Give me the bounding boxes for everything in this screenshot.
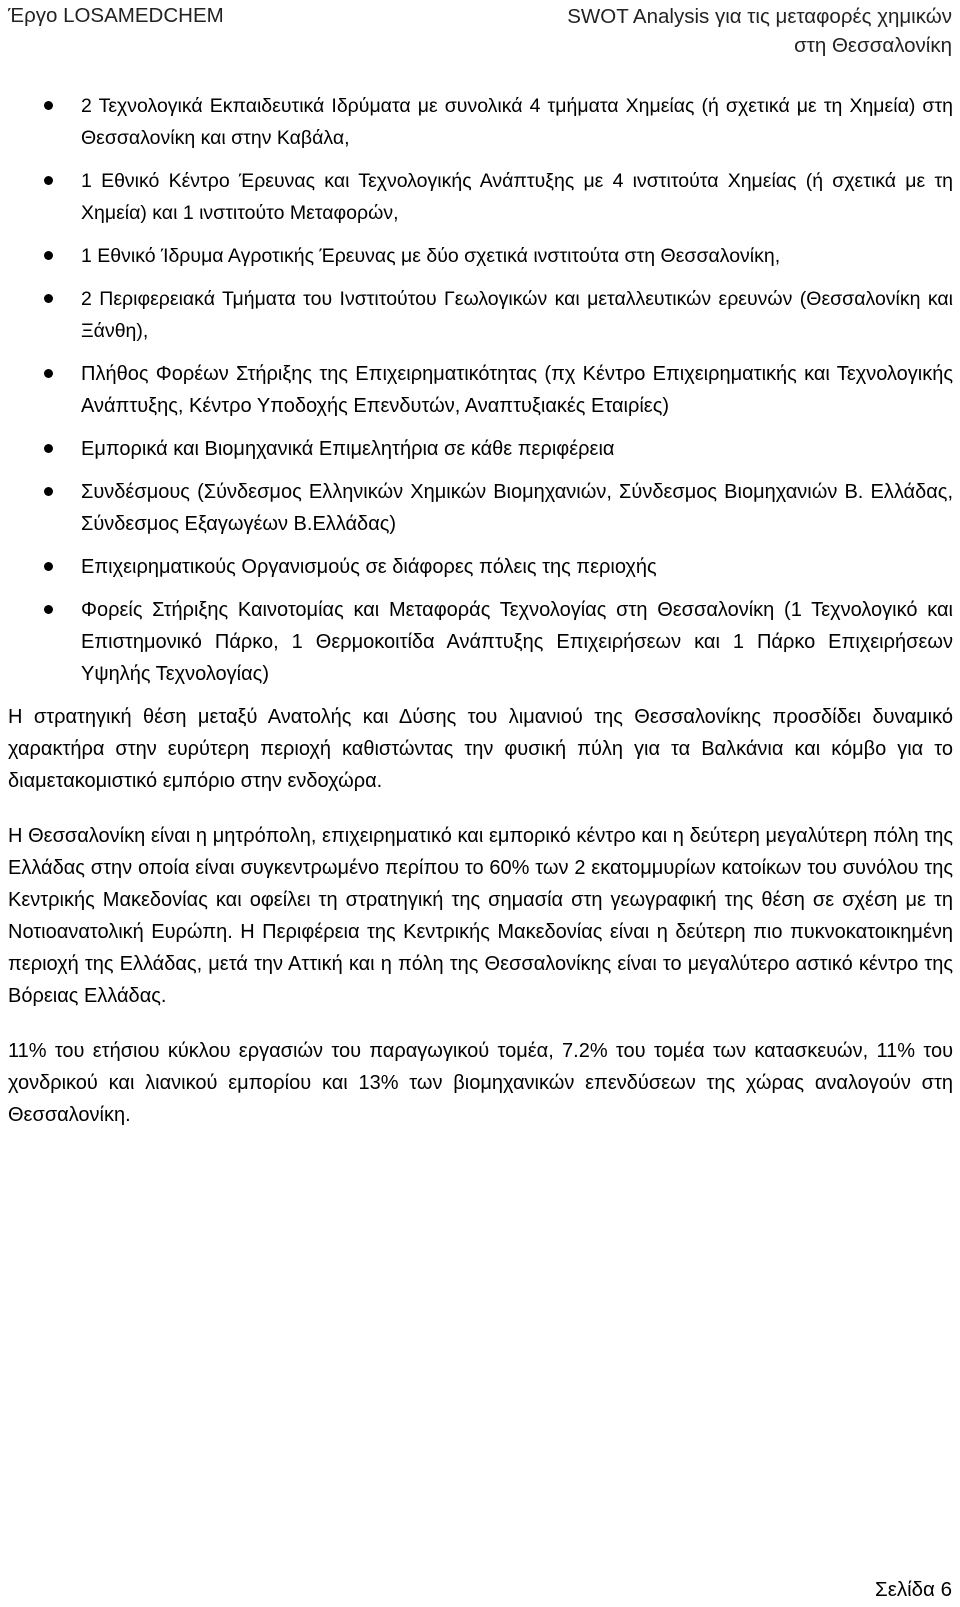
list-item-text: Συνδέσμους (Σύνδεσμος Ελληνικών Χημικών Βιομηχανιών, Σύνδεσμος Βιομηχανιών Β. Ελλάδας, Σύνδεσμος Εξαγωγέων Β.Ελλάδας): [81, 481, 953, 535]
bullet-icon: [44, 294, 53, 303]
list-item-text: 1 Εθνικό Κέντρο Έρευνας και Τεχνολογικής Ανάπτυξης με 4 ινστιτούτα Χημείας (ή σχετικά με τη Χημεία) και 1 ινστιτούτο Μεταφορών,: [81, 170, 953, 224]
list-item: [0, 551, 960, 583]
institutions-bullet-list: [0, 90, 960, 690]
bullet-icon: [44, 101, 53, 110]
list-item-text: Εμπορικά και Βιομηχανικά Επιμελητήρια σε κάθε περιφέρεια: [81, 438, 615, 460]
list-item: [0, 90, 960, 154]
bullet-icon: [44, 251, 53, 260]
list-item-text: 2 Περιφερειακά Τμήματα του Ινστιτούτου Γεωλογικών και μεταλλευτικών ερευνών (Θεσσαλονίκη και Ξάνθη),: [81, 288, 953, 342]
header-project-title: Έργο LOSAMEDCHEM: [8, 4, 224, 27]
bullet-icon: [44, 605, 53, 614]
paragraph-thessaloniki-metropolis: Η Θεσσαλονίκη είναι η μητρόπολη, επιχειρηματικό και εμπορικό κέντρο και η δεύτερη μεγαλύτερη πόλη της Ελλάδας στην οποία είναι συγκεντρωμένο περίπου το 60% των 2 εκατομμυρίων κατοίκων του συνόλου της Κεντρικής Μακεδονίας και οφείλει τη στρατηγική της σημασία στη γεωγραφική της θέση σε σχέση με τη Νοτιοανατολική Ευρώπη. Η Περιφέρεια της Κεντρικής Μακεδονίας είναι η δεύτερη πιο πυκνοκατοικημένη περιοχή της Ελλάδας, μετά την Αττική και η πόλη της Θεσσαλονίκης είναι το μεγαλύτερο αστικό κέντρο της Βόρειας Ελλάδας.: [8, 825, 953, 1007]
bullet-icon: [44, 562, 53, 571]
list-item-text: Φορείς Στήριξης Καινοτομίας και Μεταφοράς Τεχνολογίας στη Θεσσαλονίκη (1 Τεχνολογικό και Επιστημονικό Πάρκο, 1 Θερμοκοιτίδα Ανάπτυξης Επιχειρήσεων και 1 Πάρκο Επιχειρήσεων Υψηλής Τεχνολογίας): [81, 599, 953, 685]
list-item: [0, 240, 960, 272]
list-item: [0, 165, 960, 229]
list-item: [0, 594, 960, 690]
header-document-title: SWOT Analysis για τις μεταφορές χημικών στη Θεσσαλονίκη: [567, 5, 952, 57]
bullet-icon: [44, 369, 53, 378]
paragraph-economic-share: 11% του ετήσιου κύκλου εργασιών του παραγωγικού τομέα, 7.2% του τομέα των κατασκευών, 11% του χονδρικού και λιανικού εμπορίου και 13% των βιομηχανικών επενδύσεων της χώρας αναλογούν στη Θεσσαλονίκη.: [8, 1040, 953, 1126]
list-item-text: 2 Τεχνολογικά Εκπαιδευτικά Ιδρύματα με συνολικά 4 τμήματα Χημείας (ή σχετικά με τη Χημεία) στη Θεσσαλονίκη και στην Καβάλα,: [81, 95, 953, 149]
list-item: [0, 433, 960, 465]
list-item-text: 1 Εθνικό Ίδρυμα Αγροτικής Έρευνας με δύο σχετικά ινστιτούτα στη Θεσσαλονίκη,: [81, 245, 781, 267]
list-item: [0, 283, 960, 347]
list-item-text: Πλήθος Φορέων Στήριξης της Επιχειρηματικότητας (πχ Κέντρο Επιχειρηματικής και Τεχνολογικής Ανάπτυξης, Κέντρο Υποδοχής Επενδυτών, Αναπτυξιακές Εταιρίες): [81, 363, 953, 417]
paragraph-port-position: Η στρατηγική θέση μεταξύ Ανατολής και Δύσης του λιμανιού της Θεσσαλονίκης προσδίδει δυναμικό χαρακτήρα στην ευρύτερη περιοχή καθιστώντας την φυσική πύλη για τα Βαλκάνια και κόμβο για το διαμετακομιστικό εμπόριο στην ενδοχώρα.: [8, 706, 953, 792]
bullet-icon: [44, 444, 53, 453]
list-item-text: Επιχειρηματικούς Οργανισμούς σε διάφορες πόλεις της περιοχής: [81, 556, 657, 578]
page-number: Σελίδα 6: [875, 1578, 952, 1601]
page-content: [0, 90, 960, 1154]
list-item: [0, 358, 960, 422]
bullet-icon: [44, 487, 53, 496]
bullet-icon: [44, 176, 53, 185]
list-item: [0, 476, 960, 540]
